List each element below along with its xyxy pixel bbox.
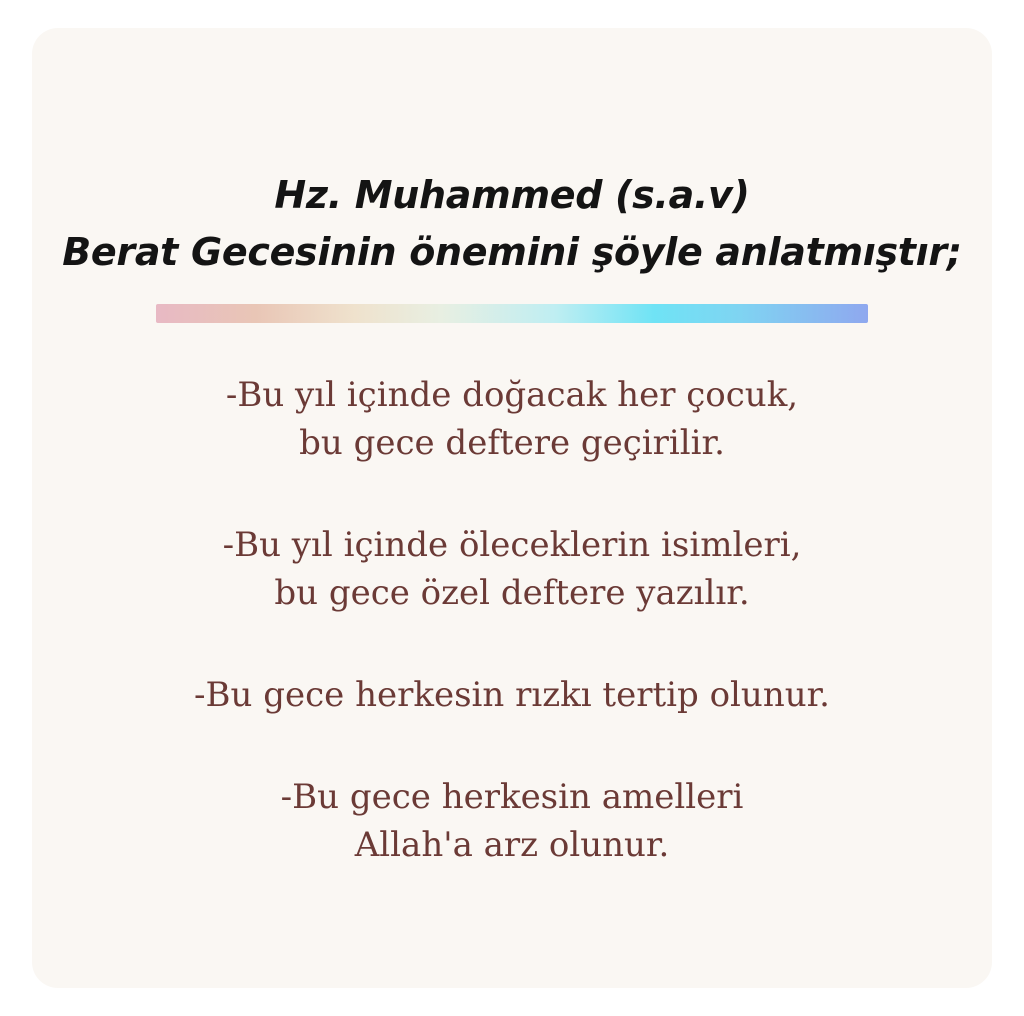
verse-item [32,671,992,719]
verse-line: bu gece özel deftere yazılır. [274,573,750,613]
verse-line: Allah'a arz olunur. [354,825,670,865]
gradient-divider [156,304,868,323]
heading-line-1: Hz. Muhammed (s.a.v) [274,173,750,217]
verse-line: -Bu yıl içinde doğacak her çocuk, [225,375,799,415]
verse-item [32,371,992,467]
verse-line: -Bu gece herkesin amelleri [280,777,744,817]
verse-line: -Bu gece herkesin rızkı tertip olunur. [194,675,830,715]
quote-card [32,28,992,988]
heading-block [32,168,992,282]
verse-item [32,521,992,617]
heading-line-2: Berat Gecesinin önemini şöyle anlatmıştır; [62,230,962,274]
verse-item [32,773,992,869]
verse-line: bu gece deftere geçirilir. [299,423,725,463]
verse-line: -Bu yıl içinde öleceklerin isimleri, [222,525,802,565]
card-content [32,28,992,988]
verse-list [32,371,992,869]
